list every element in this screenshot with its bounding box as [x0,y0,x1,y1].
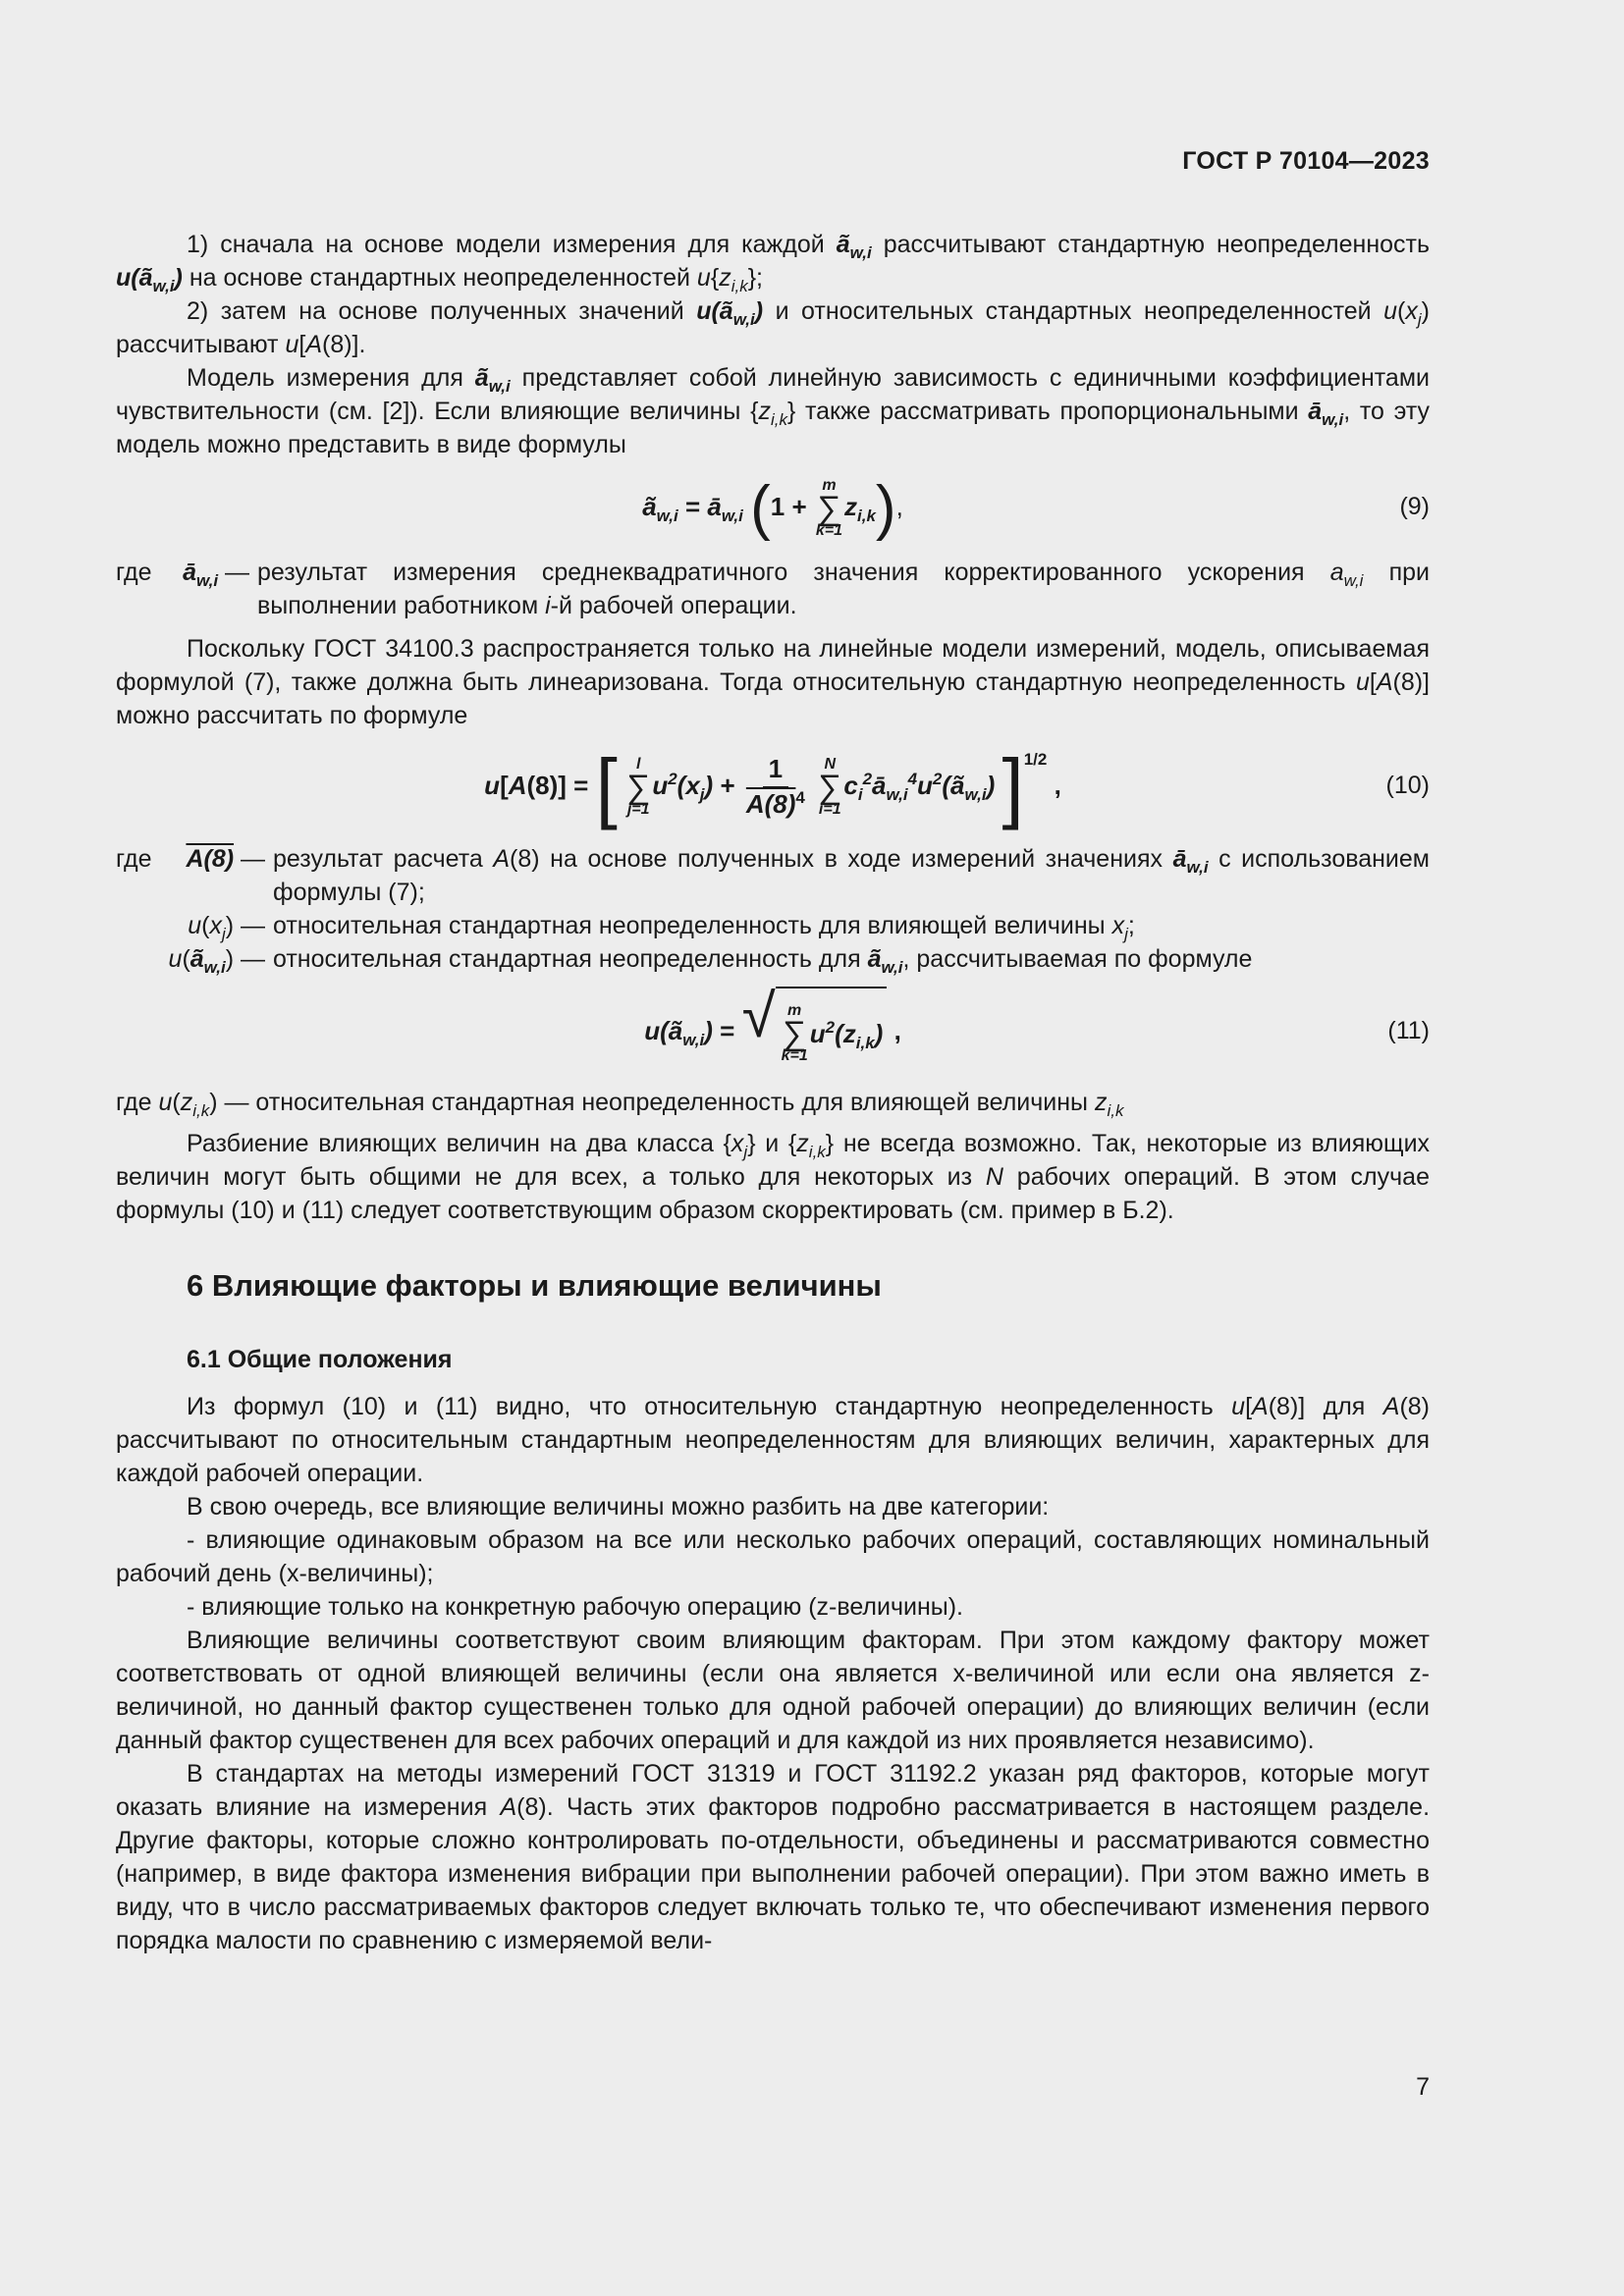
document-header: ГОСТ Р 70104—2023 [1182,147,1430,175]
equation-number-10: (10) [1385,772,1430,799]
section-6-heading: 6 Влияющие факторы и влияющие величины [187,1268,882,1303]
page-number: 7 [1416,2073,1430,2101]
paragraph-6-1-a: Из формул (10) и (11) видно, что относительную стандартную неопределенность u[A(8)] для A(8) рассчитывают по относительным стандартным неопределенностям для влияющих величин, характерных для каждой рабочей операции. [116,1393,1430,1487]
formula-9-body: $ã_{w,i}$ = $ā_{w,i}$ (1 + m ∑ k=1 $z_{i,k}$), [642,474,903,543]
fraction: $\frac{1}{A(8)^4}$ [745,754,805,820]
formula-11-body: $u(ã_{w,i})$ = √ m ∑ k=1 $u^2(z_{i,k})$ , [116,986,1430,1079]
paragraph-classes: Разбиение влияющих величин на два класса $\{x_j\}$ и $\{z_{i,k}\}$ не всегда возможно. Так, некоторые из влияющих величин могут быть общими не для всех, а только для некоторых из N рабочих операций. В этом случае формулы (10) и (11) следует соответствующим образом скорректировать (см. пример в Б.2). [116,1130,1431,1224]
where-block-11: где $u(z_{i,k})$ — относительная стандартная неопределенность для влияющей величины $z_{i,k}$ [116,1089,1124,1120]
section-6-1-heading: 6.1 Общие положения [187,1346,453,1373]
square-root: √ m ∑ k=1 $u^2(z_{i,k})$ [742,987,888,1079]
where-label: где $ā_{w,i}$ — [116,559,249,590]
paragraph-6-1-c: Влияющие величины соответствуют своим влияющим факторам. При этом каждому фактору может соответствовать от одной влияющей величины (если она является x-величиной или если она является z-величиной, но данный фактор существенен только для одной рабочей операции) до влияющих величин (если данный фактор существенен для всех рабочих операций и для каждой из них проявляется независимо). [116,1627,1430,1754]
paragraph-6-1-d: В стандартах на методы измерений ГОСТ 31319 и ГОСТ 31192.2 указан ряд факторов, которые могут оказать влияние на измерения A(8). Часть этих факторов подробно рассматривается в настоящем разделе. Другие факторы, которые сложно контролировать по-отдельности, объединены и рассматриваются совместно (например, в виде фактора изменения вибрации при выполнении рабочей операции). При этом важно иметь в виду, что в число рассматриваемых факторов следует включать только те, что обеспечивают изменения первого порядка малости по сравнению с измеряемой вели- [116,1760,1431,1954]
formula-9 [116,467,1430,546]
formula-10-body: u[A(8)] = [ l ∑ j=1 $u^2(x_j)$ + $\frac{1}{A(8)^4}$ N ∑ i=1 $c_i^2ā_{w,i}^4u^2(ã_{w,i})$ ]$^{1/2}$ , [484,743,1061,831]
paragraph-step-2: 2) затем на основе полученных значений $u(ã_{w,i})$ и относительных стандартных неопределенностей $u(x_j)$ рассчитывают u[A(8)]. [116,297,1430,358]
where-definition: результат измерения среднеквадратичного значения корректированного ускорения $a_{w,i}$ при выполнении работником i-й рабочей операции. [257,559,1430,619]
list-item-z: - влияющие только на конкретную рабочую операцию (z-величины). [187,1593,964,1621]
equation-number-9: (9) [1399,493,1430,520]
page-content [116,228,1430,1957]
paragraph-model: Модель измерения для $ã_{w,i}$ представляет собой линейную зависимость с единичными коэффициентами чувствительности (см. [2]). Если влияющие величины $\{z_{i,k}\}$ также рассматривать пропорциональными $ā_{w,i}$, то эту модель можно представить в виде формулы [116,364,1431,458]
paragraph-step-1: 1) сначала на основе модели измерения для каждой $ã_{w,i}$ рассчитывают стандартную неопределенность $u(ã_{w,i})$ на основе стандартных неопределенностей $u\{z_{i,k}\}$; [116,231,1430,295]
formula-10 [116,738,1430,832]
where-block-9 [116,556,1430,622]
sum-symbol: m ∑ k=1 [815,477,843,540]
paragraph-6-1-b: В свою очередь, все влияющие величины можно разбить на две категории: [187,1493,1050,1521]
formula-11 [116,983,1430,1076]
paragraph-linearization: Поскольку ГОСТ 34100.3 распространяется только на линейные модели измерений, модель, описываемая формулой (7), также должна быть линеаризована. Тогда относительную стандартную неопределенность u[A(8)] можно рассчитать по формуле [116,635,1430,729]
equation-number-11: (11) [1387,1017,1430,1044]
where-block-10: где A(8) — результат расчета A(8) на основе полученных в ходе измерений значениях $ā_{w,i}$ с использованием формулы (7); $u(x_j)$ — относительная стандартная неопределенность для влияющей величины $x_j$; $u(ã_{w,i})$ — относительная стандартная неопределенность для $ã_{w,i}$, рассчитываемая по формуле [116,845,1430,977]
list-item-x: - влияющие одинаковым образом на все или несколько рабочих операций, составляющих номинальный рабочий день (x-величины); [116,1526,1430,1587]
